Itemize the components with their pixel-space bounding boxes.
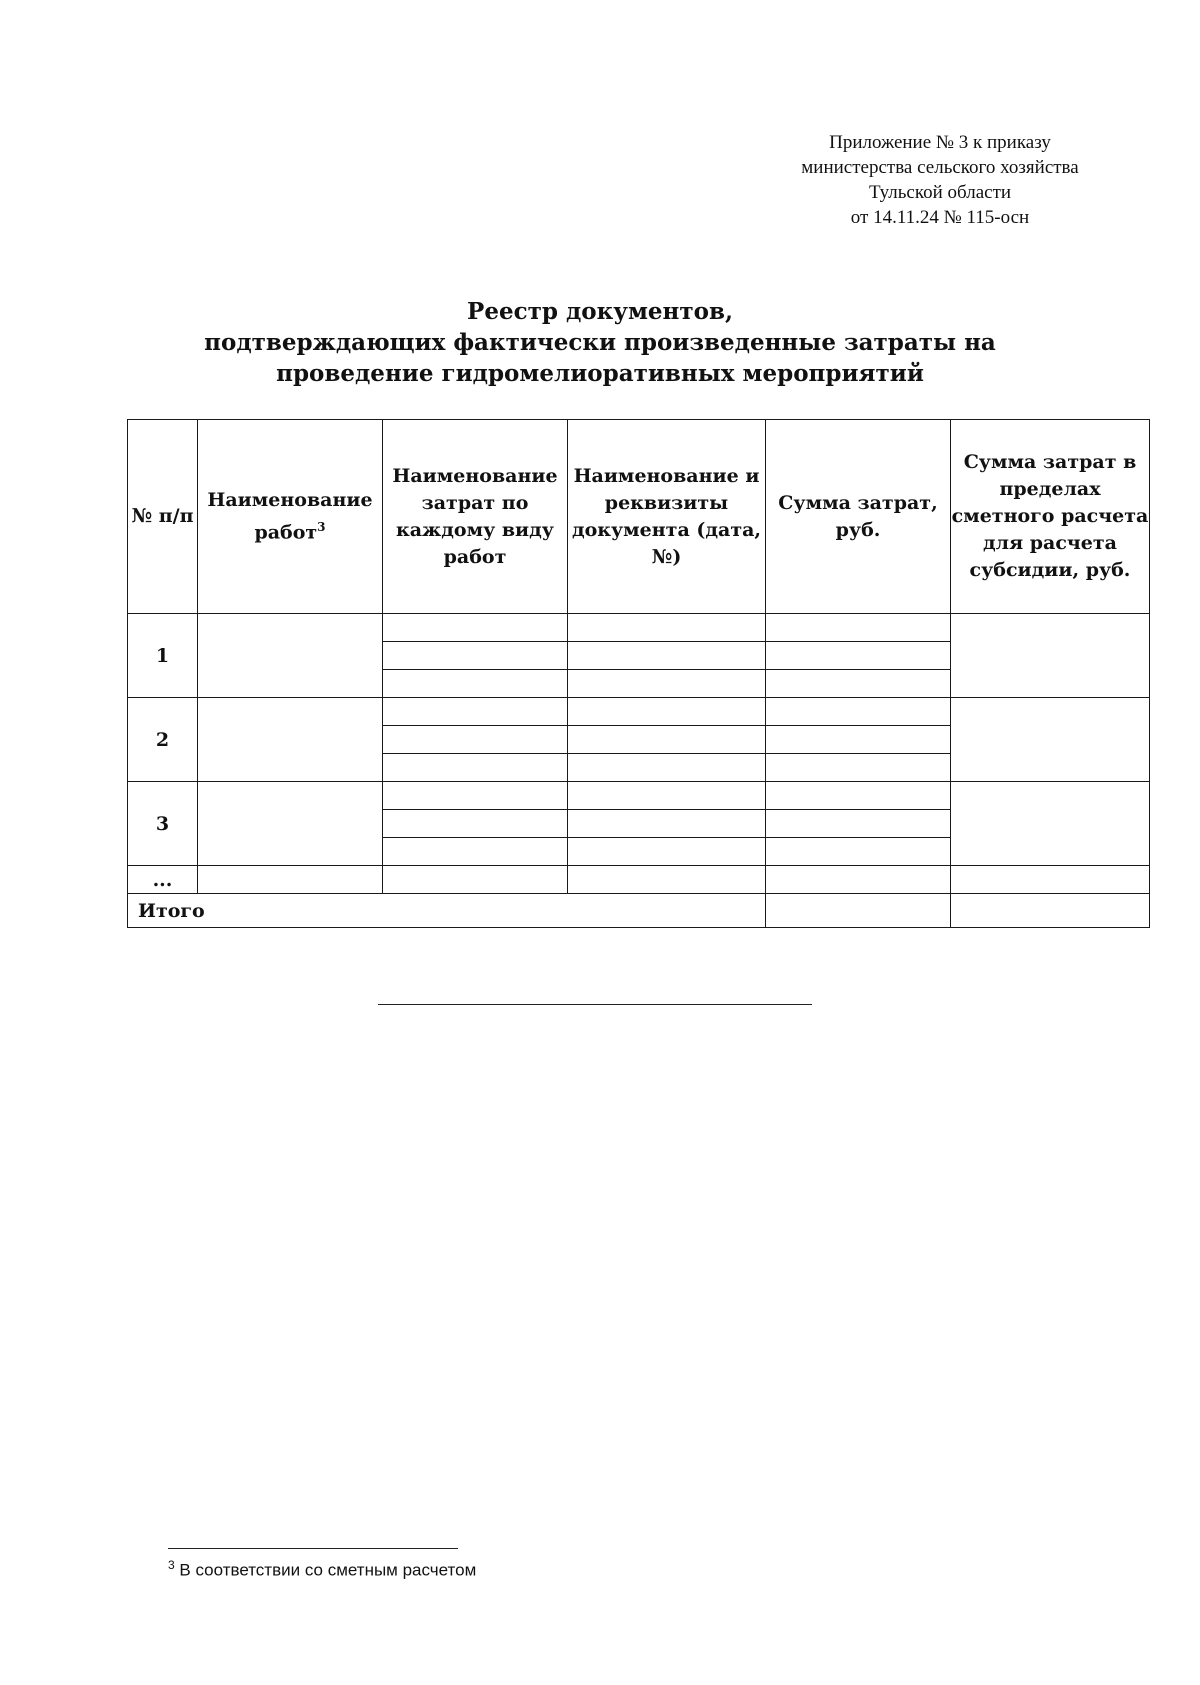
cell	[766, 642, 951, 670]
appendix-header	[760, 130, 1120, 230]
cell	[568, 838, 766, 866]
cell	[383, 726, 568, 754]
cell	[951, 866, 1150, 894]
table-header-row	[128, 420, 1150, 614]
appendix-header-line: министерства сельского хозяйства	[801, 157, 1079, 178]
header-work-name	[198, 420, 383, 614]
cell	[383, 614, 568, 642]
registry-table	[127, 419, 1150, 928]
cell	[766, 726, 951, 754]
cell-subsidy	[951, 782, 1150, 866]
cell	[198, 866, 383, 894]
header-number: № п/п	[128, 420, 198, 614]
cell	[383, 810, 568, 838]
total-cost-sum	[766, 894, 951, 928]
row-number: 3	[128, 782, 198, 866]
header-cost-name: Наименование затрат по каждому виду работ	[383, 420, 568, 614]
total-subsidy-sum	[951, 894, 1150, 928]
appendix-header-line: Приложение № 3 к приказу	[829, 132, 1051, 153]
cell	[383, 754, 568, 782]
header-work-name-text: Наименование работ	[207, 488, 373, 544]
cell	[383, 698, 568, 726]
cell	[568, 782, 766, 810]
cell	[568, 642, 766, 670]
title-line: подтверждающих фактически произведенные затраты на	[204, 329, 996, 356]
footnote-ref: 3	[317, 519, 326, 534]
cell	[568, 614, 766, 642]
cell	[383, 670, 568, 698]
appendix-header-line: Тульской области	[868, 182, 1012, 203]
total-label: Итого	[128, 894, 766, 928]
document-title	[130, 296, 1070, 389]
footnote-text: В соответствии со сметным расчетом	[174, 1560, 477, 1580]
header-subsidy-sum: Сумма затрат в пределах сметного расчета для расчета субсидии, руб.	[951, 420, 1150, 614]
cell	[383, 838, 568, 866]
row-ellipsis: ...	[128, 866, 198, 894]
cell	[568, 810, 766, 838]
cell	[383, 782, 568, 810]
cell	[766, 614, 951, 642]
footnote-separator	[168, 1548, 458, 1549]
table-row	[128, 782, 1150, 810]
cell-subsidy	[951, 698, 1150, 782]
cell	[766, 670, 951, 698]
table-total-row	[128, 894, 1150, 928]
cell	[383, 866, 568, 894]
cell	[766, 866, 951, 894]
cell-subsidy	[951, 614, 1150, 698]
cell	[568, 754, 766, 782]
cell	[568, 726, 766, 754]
divider-line	[378, 1004, 812, 1005]
cell-work-name	[198, 782, 383, 866]
title-line: Реестр документов,	[467, 298, 733, 325]
cell	[568, 866, 766, 894]
cell-work-name	[198, 614, 383, 698]
cell	[766, 810, 951, 838]
row-number: 2	[128, 698, 198, 782]
cell	[766, 782, 951, 810]
cell	[766, 698, 951, 726]
cell	[766, 838, 951, 866]
table-row-ellipsis	[128, 866, 1150, 894]
row-number: 1	[128, 614, 198, 698]
table-row	[128, 614, 1150, 642]
table-row	[128, 698, 1150, 726]
cell	[568, 698, 766, 726]
appendix-header-line: от 14.11.24 № 115-осн	[850, 207, 1030, 228]
cell	[383, 642, 568, 670]
title-line: проведение гидромелиоративных мероприятий	[276, 360, 924, 387]
header-cost-sum: Сумма затрат, руб.	[766, 420, 951, 614]
footnote-mark: 3	[168, 1558, 175, 1572]
cell	[766, 754, 951, 782]
cell	[568, 670, 766, 698]
header-document: Наименование и реквизиты документа (дата, №)	[568, 420, 766, 614]
cell-work-name	[198, 698, 383, 782]
footnote	[168, 1558, 476, 1581]
